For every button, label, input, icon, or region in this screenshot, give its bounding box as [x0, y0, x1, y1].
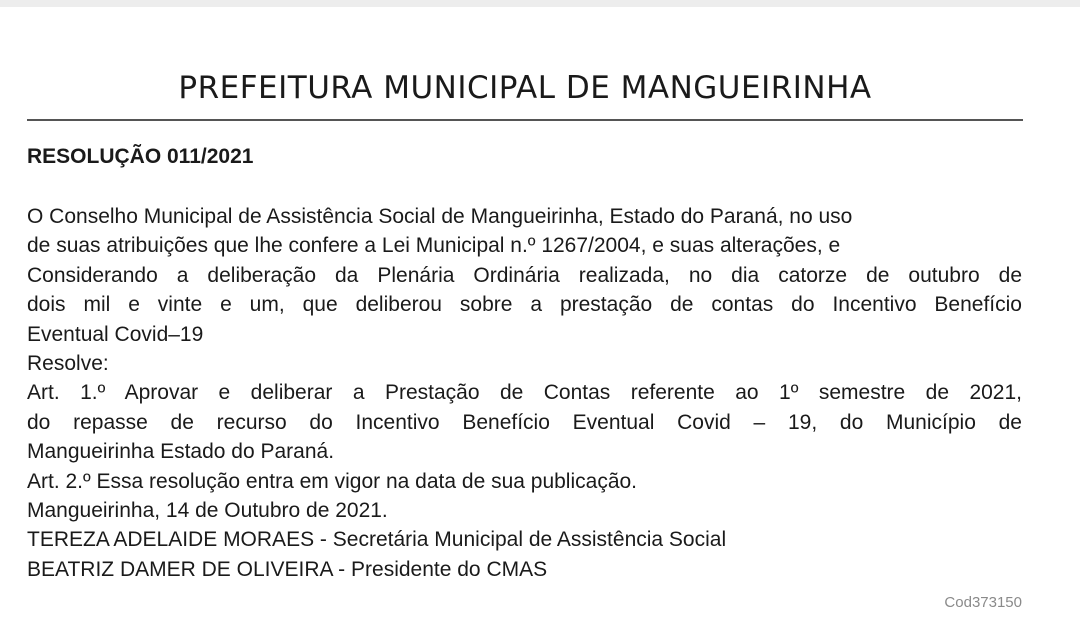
article-1-line: Art. 1.º Aprovar e deliberar a Prestação de Contas referente ao 1º semestre de 2021,	[27, 381, 1022, 405]
preamble-line: Considerando a deliberação da Plenária Ordinária realizada, no dia catorze de outubro de	[27, 263, 1022, 287]
preamble-line: de suas atribuições que lhe confere a Lei Municipal n.º 1267/2004, e suas alterações, e	[27, 234, 841, 258]
preamble-line: O Conselho Municipal de Assistência Social de Mangueirinha, Estado do Paraná, no uso	[27, 205, 853, 228]
article-2: Art. 2.º Essa resolução entra em vigor na data de sua publicação.	[27, 469, 638, 493]
article-1-line: Mangueirinha Estado do Paraná.	[27, 440, 335, 464]
signatory-role: Secretária Municipal de Assistência Social	[332, 528, 727, 552]
signatory-role: Presidente do CMAS	[351, 557, 548, 581]
signatory-line	[27, 555, 1022, 584]
signatory-separator: -	[332, 557, 352, 581]
header-divider	[27, 119, 1023, 121]
signatory-line	[27, 525, 1022, 554]
resolution-body	[27, 202, 1022, 584]
resolve-heading: Resolve:	[27, 352, 109, 376]
signatory-separator: -	[314, 528, 333, 552]
preamble-line: Eventual Covid–19	[27, 322, 204, 346]
resolution-number: RESOLUÇÃO 011/2021	[27, 145, 254, 168]
place-and-date: Mangueirinha, 14 de Outubro de 2021.	[27, 499, 388, 523]
preamble-line: dois mil e vinte e um, que deliberou sobre a prestação de contas do Incentivo Benefício	[27, 293, 1022, 317]
publication-code: Cod373150	[944, 594, 1022, 611]
article-1-line: do repasse de recurso do Incentivo Benefício Eventual Covid – 19, do Município de	[27, 410, 1022, 434]
signatory-name: BEATRIZ DAMER DE OLIVEIRA	[27, 557, 333, 581]
signatory-name: TEREZA ADELAIDE MORAES	[27, 528, 315, 552]
page-title: PREFEITURA MUNICIPAL DE MANGUEIRINHA	[178, 70, 872, 106]
